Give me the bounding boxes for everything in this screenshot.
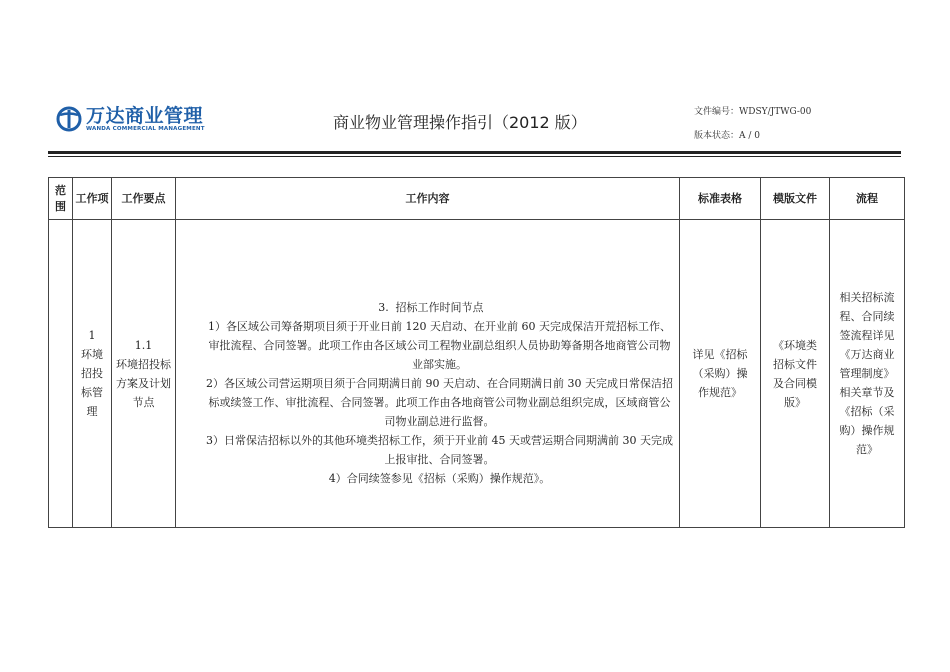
content-paragraph: 3）日常保洁招标以外的其他环境类招标工作，须于开业前 45 天或营运期合同期满前 30 天完成上报审批、合同签署。: [206, 433, 673, 466]
logo-text: 万达商业管理: [86, 105, 204, 127]
operation-table: [48, 177, 905, 528]
header-content: 工作内容: [176, 178, 680, 220]
content-paragraph: 2）各区域公司营运期项目须于合同期满日前 90 天启动、在合同期满日前 30 天完成日常保洁招标或续签工作、审批流程、合同签署。此项工作由各地商管公司物业副总组织完成，区域商管公司物业副总进行监督。: [206, 376, 673, 428]
content-heading-number: 3.: [378, 300, 389, 314]
logo-subtext: WANDA COMMERCIAL MANAGEMENT: [86, 126, 205, 132]
content-heading: [182, 298, 673, 317]
header-rule-thick: [48, 151, 901, 154]
point-number: 1.1: [134, 338, 153, 352]
content-heading-text: 招标工作时间节点: [395, 300, 484, 314]
header-scope: 范围: [49, 178, 73, 220]
document-title: 商业物业管理操作指引（2012 版）: [333, 113, 587, 132]
cell-point: [112, 220, 176, 528]
item-name: 环境招投标管理: [81, 348, 103, 418]
header-template: 模版文件: [761, 178, 830, 220]
cell-content: [176, 220, 680, 528]
table-header-row: [49, 178, 905, 220]
company-logo: [56, 106, 216, 134]
header-rule-thin: [48, 156, 901, 157]
cell-flow: 相关招标流程、合同续签流程详见《万达商业管理制度》相关章节及《招标（采购）操作规范》: [830, 220, 905, 528]
content-paragraph: 1）各区域公司筹备期项目须于开业日前 120 天启动、在开业前 60 天完成保洁开荒招标工作、审批流程、合同签署。此项工作由各区域公司工程物业副总组织人员协助筹备期各地商管公司物业部实施。: [208, 319, 671, 371]
header-point: 工作要点: [112, 178, 176, 220]
header-form: 标准表格: [680, 178, 761, 220]
content-paragraph: 4）合同续签参见《招标（采购）操作规范》。: [328, 471, 551, 485]
item-number: 1: [88, 329, 96, 342]
version-status: 版本状态：A / 0: [694, 131, 760, 141]
cell-scope: [49, 220, 73, 528]
cell-form: 详见《招标（采购）操作规范》: [680, 220, 761, 528]
cell-item: [73, 220, 112, 528]
cell-template: 《环境类招标文件及合同模版》: [761, 220, 830, 528]
header-item: 工作项: [73, 178, 112, 220]
header-flow: 流程: [830, 178, 905, 220]
table-row: [49, 220, 905, 528]
point-name: 环境招投标方案及计划节点: [116, 357, 171, 409]
file-number: 文件编号：WDSY/JTWG-00: [694, 107, 812, 117]
wanda-logo-icon: [56, 106, 82, 132]
